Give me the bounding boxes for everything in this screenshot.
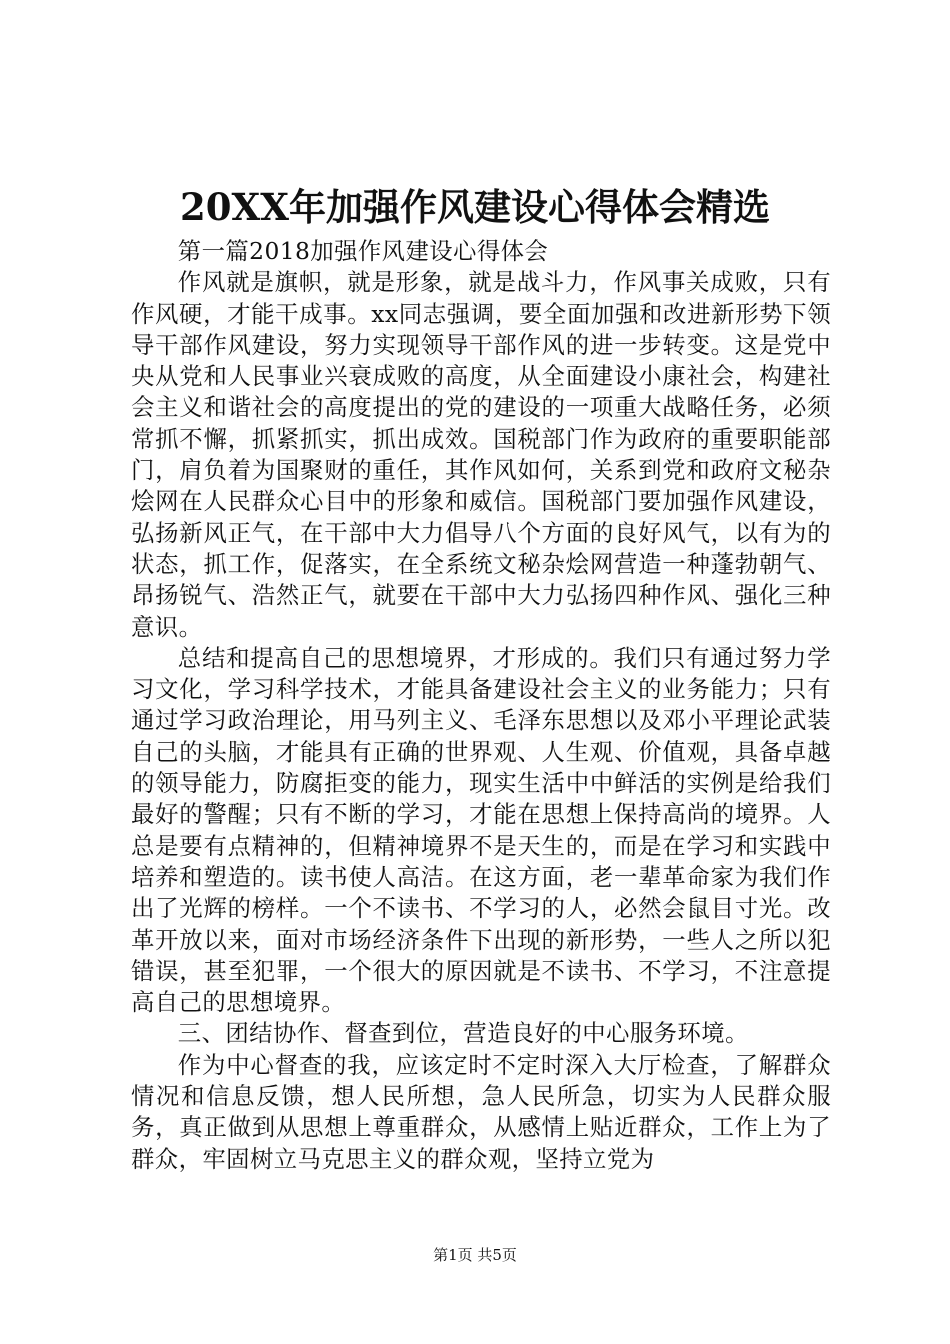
paragraph: 作风就是旗帜，就是形象，就是战斗力，作风事关成败，只有作风硬，才能干成事。xx同志强调，要全面加强和改进新形势下领导干部作风建设，努力实现领导干部作风的进一步转变。这是党中央从党和人民事业兴衰成败的高度，从全面建设小康社会，构建社会主义和谐社会的高度提出的党的建设的一项重大战略任务，必须常抓不懈，抓紧抓实，抓出成效。国税部门作为政府的重要职能部门，肩负着为国聚财的重任，其作风如何，关系到党和政府文秘杂烩网在人民群众心目中的形象和威信。国税部门要加强作风建设，弘扬新风正气，在干部中大力倡导八个方面的良好风气，以有为的状态，抓工作，促落实，在全系统文秘杂烩网营造一种蓬勃朝气、昂扬锐气、浩然正气，就要在干部中大力弘扬四种作风、强化三种意识。 — [131, 268, 831, 641]
section-heading: 第一篇2018加强作风建设心得体会 — [177, 237, 549, 265]
document-title: 20XX年加强作风建设心得体会精选 — [180, 185, 770, 229]
paragraph: 作为中心督查的我，应该定时不定时深入大厅检查，了解群众情况和信息反馈，想人民所想，急人民所急，切实为人民群众服务，真正做到从思想上尊重群众，从感情上贴近群众，工作上为了群众，牢固树立马克思主义的群众观，坚持立党为 — [131, 1050, 831, 1173]
page-number: 第1页 共5页 — [433, 1246, 517, 1264]
document-body — [131, 236, 831, 1175]
paragraph: 总结和提高自己的思想境界，才形成的。我们只有通过努力学习文化，学习科学技术，才能具备建设社会主义的业务能力；只有通过学习政治理论，用马列主义、毛泽东思想以及邓小平理论武装自己的头脑，才能具有正确的世界观、人生观、价值观，具备卓越的领导能力，防腐拒变的能力，现实生活中中鲜活的实例是给我们最好的警醒；只有不断的学习，才能在思想上保持高尚的境界。人总是要有点精神的，但精神境界不是天生的，而是在学习和实践中培养和塑造的。读书使人高洁。在这方面，老一辈革命家为我们作出了光辉的榜样。一个不读书、不学习的人，必然会鼠目寸光。改革开放以来，面对市场经济条件下出现的新形势，一些人之所以犯错误，甚至犯罪，一个很大的原因就是不读书、不学习，不注意提高自己的思想境界。 — [131, 643, 831, 1017]
section-heading: 三、团结协作、督查到位，营造良好的中心服务环境。 — [177, 1019, 749, 1048]
